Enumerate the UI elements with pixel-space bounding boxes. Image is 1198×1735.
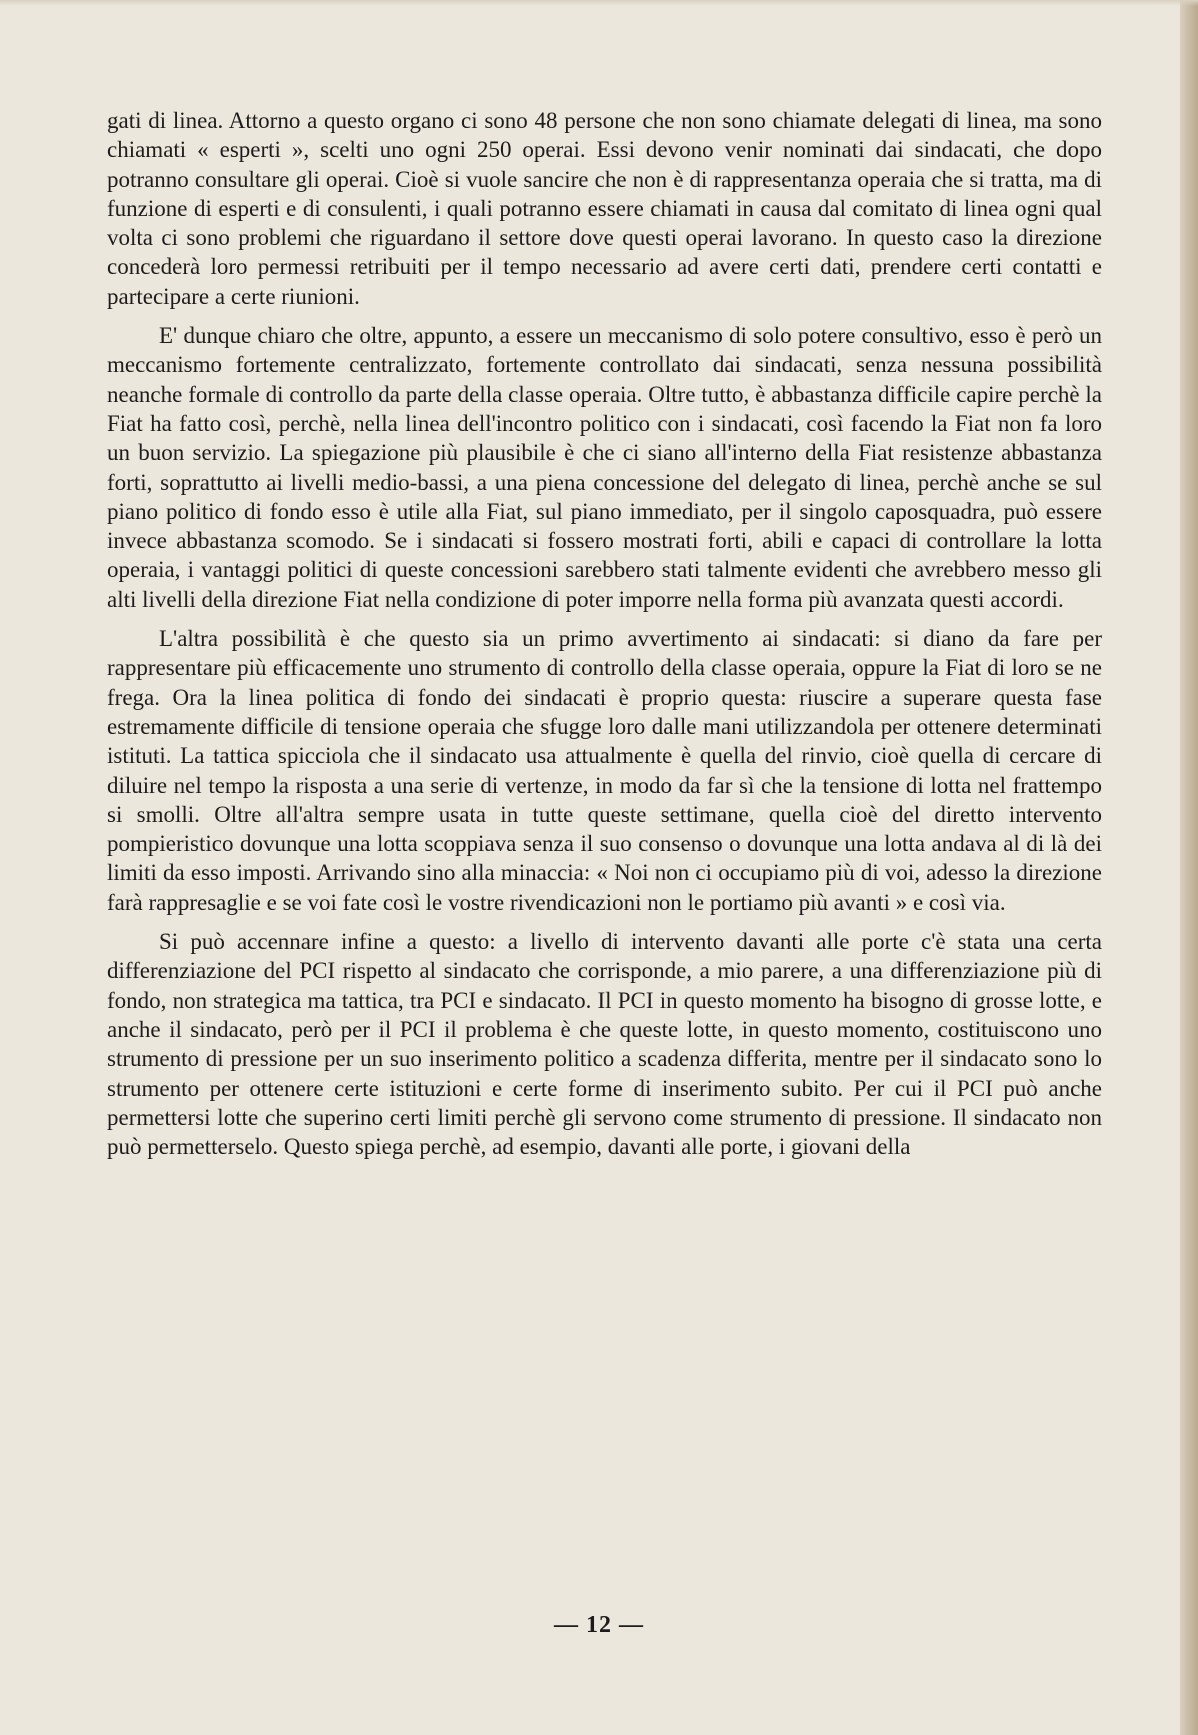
body-text bbox=[107, 106, 1102, 1161]
page-number: — 12 — bbox=[554, 1612, 644, 1638]
paragraph-4: Si può accennare infine a questo: a livello di intervento davanti alle porte c'è stata una certa differenziazione del PCI rispetto al sindacato che corrisponde, a mio parere, a una differenziazione più di fondo, non strategica ma tattica, tra PCI e sindacato. Il PCI in questo momento ha bisogno di grosse lotte, e anche il sindacato, però per il PCI il problema è che queste lotte, in questo momento, costituiscono uno strumento di pressione per un suo inserimento politico a scadenza differita, mentre per il sindacato sono lo strumento per ottenere certe istituzioni e certe forme di inserimento subito. Per cui il PCI può anche permettersi lotte che superino certi limiti perchè gli servono come strumento di pressione. Il sindacato non può permetterselo. Questo spiega perchè, ad esempio, davanti alle porte, i giovani della bbox=[107, 929, 1102, 1160]
paragraph-1: gati di linea. Attorno a questo organo ci sono 48 persone che non sono chiamate delegati di linea, ma sono chiamati « esperti », scelti uno ogni 250 operai. Essi devono venir nominati dai sindacati, che dopo potranno consultare gli operai. Cioè si vuole sancire che non è di rappresentanza operaia che si tratta, ma di funzione di esperti e di consulenti, i quali potranno essere chiamati in causa dal comitato di linea ogni qual volta ci sono problemi che riguardano il settore dove questi operai lavorano. In questo caso la direzione concederà loro permessi retribuiti per il tempo necessario ad avere certi dati, prendere certi contatti e partecipare a certe riunioni. bbox=[107, 108, 1102, 309]
paragraph-2: E' dunque chiaro che oltre, appunto, a essere un meccanismo di solo potere consultivo, esso è però un meccanismo fortemente centralizzato, fortemente controllato dai sindacati, senza nessuna possibilità neanche formale di controllo da parte della classe operaia. Oltre tutto, è abbastanza difficile capire perchè la Fiat ha fatto così, perchè, nella linea dell'incontro politico con i sindacati, così facendo la Fiat non fa loro un buon servizio. La spiegazione più plausibile è che ci siano all'interno della Fiat resistenze abbastanza forti, soprattutto ai livelli medio-bassi, a una piena concessione del delegato di linea, perchè anche se sul piano politico di fondo esso è utile alla Fiat, sul piano immediato, per il singolo caposquadra, può essere invece abbastanza scomodo. Se i sindacati si fossero mostrati forti, abili e capaci di controllare la lotta operaia, i vantaggi politici di queste concessioni sarebbero stati talmente evidenti che avrebbero messo gli alti livelli della direzione Fiat nella condizione di poter imporre nella forma più avanzata questi accordi. bbox=[107, 323, 1102, 612]
paragraph-3: L'altra possibilità è che questo sia un primo avvertimento ai sindacati: si diano da fare per rappresentare più efficacemente uno strumento di controllo della classe operaia, oppure la Fiat di loro se ne frega. Ora la linea politica di fondo dei sindacati è proprio questa: riuscire a superare questa fase estremamente difficile di tensione operaia che sfugge loro dalle mani utilizzandola per ottenere determinati istituti. La tattica spicciola che il sindacato usa attualmente è quella del rinvio, cioè quella di cercare di diluire nel tempo la risposta a una serie di vertenze, in modo da far sì che la tensione di lotta nel frattempo si smolli. Oltre all'altra sempre usata in tutte queste settimane, quella cioè del diretto intervento pompieristico dovunque una lotta scoppiava senza il suo consenso o dovunque una lotta andava al di là dei limiti da esso imposti. Arrivando sino alla minaccia: « Noi non ci occupiamo più di voi, adesso la direzione farà rappresaglie e se voi fate così le vostre rivendicazioni non le portiamo più avanti » e così via. bbox=[107, 626, 1102, 915]
